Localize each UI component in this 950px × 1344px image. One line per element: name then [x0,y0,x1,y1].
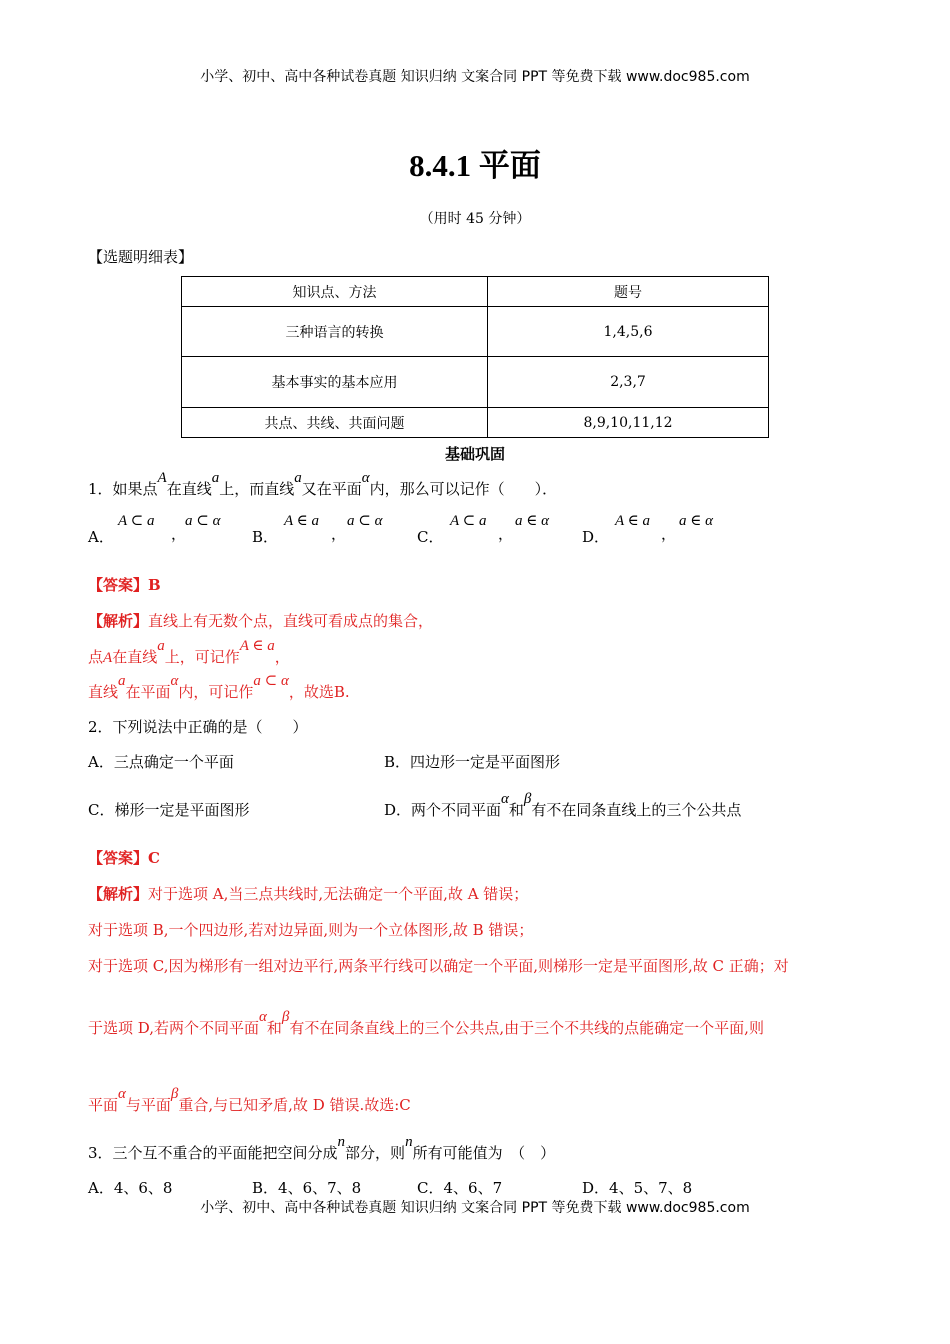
q1-var-alpha: α [361,470,370,486]
stem-text: 所有可能值为 （ ） [412,1144,556,1162]
q1-stem-text: 在直线 [166,480,212,498]
option-text: 和 [508,801,524,819]
footer-banner: 小学、初中、高中各种试卷真题 知识归纳 文案合同 PPT 等免费下载 www.doc985.com [200,1200,750,1216]
q2-analysis-line3: 对于选项 C,因为梯形有一组对边平行,两条平行线可以确定一个平面,则梯形一定是平面图形,故 C 正确；对 [88,957,789,975]
q2-analysis-line5 [88,1086,411,1115]
q1-stem [88,470,558,499]
analysis-text: 直线上有无数个点，直线可看成点的集合， [148,612,434,630]
q1-option-c [417,526,443,547]
q1-option-a-f1: A ⊂ a [118,513,155,529]
table-caption: 【选题明细表】 [88,248,194,266]
q1-option-a-f2: a ⊂ α [185,513,221,529]
var-alpha: α [118,1086,126,1102]
q1-option-sep: ， [661,525,677,543]
analysis-text: 在直线 [112,648,158,666]
option-label: B． [252,528,279,546]
q2-analysis-line1 [88,883,528,904]
q1-var-a: a [211,470,220,486]
var-alpha: α [170,673,179,689]
choice-letter: B [333,683,345,701]
q2-option-b: B．四边形一定是平面图形 [384,753,561,771]
q2-option-a: A．三点确定一个平面 [88,753,234,771]
analysis-text: 在平面 [125,683,171,701]
q1-analysis-line1 [88,610,433,631]
page-title: 8.4.1 平面 [409,148,541,183]
table-cell: 三种语言的转换 [182,307,488,357]
q1-option-sep: ， [498,525,514,543]
analysis-label: 【解析】 [88,885,149,903]
var-alpha: α [259,1009,267,1025]
q1-option-a [88,526,114,547]
q1-stem-text: 内，那么可以记作（ ）． [369,480,558,498]
q1-option-c-f2: a ∈ α [515,513,549,529]
q1-option-d-f2: a ∈ α [679,513,713,529]
analysis-text: 对于选项 A,当三点共线时,无法确定一个平面,故 A 错误； [148,885,529,903]
analysis-text: . [344,683,350,701]
stem-text: 部分，则 [345,1144,406,1162]
q1-stem-text: 1．如果点 [88,480,158,498]
analysis-text: 平面 [88,1096,119,1114]
option-label: C． [417,528,444,546]
option-text: D．两个不同平面 [384,801,502,819]
q1-option-b-f2: a ⊂ α [347,513,383,529]
q1-var-A: A [157,470,167,486]
q1-option-b-f1: A ∈ a [284,513,319,529]
var-alpha: α [501,791,509,807]
q1-option-d-f1: A ∈ a [615,513,650,529]
table-header-row [182,277,769,307]
formula: a ⊂ α [253,673,289,689]
analysis-text: 有不在同条直线上的三个公共点,由于三个不共线的点能确定一个平面,则 [289,1019,764,1037]
stem-text: 3．三个互不重合的平面能把空间分成 [88,1144,338,1162]
analysis-label: 【解析】 [88,612,149,630]
q1-option-sep: ， [331,525,347,543]
q1-stem-text: 又在平面 [301,480,362,498]
analysis-text: 与平面 [125,1096,171,1114]
analysis-text: 直线 [88,683,119,701]
table-cell: 共点、共线、共面问题 [182,408,488,438]
q2-analysis-line2: 对于选项 B,一个四边形,若对边异面,则为一个立体图形,故 B 错误； [88,921,534,939]
header-banner: 小学、初中、高中各种试卷真题 知识归纳 文案合同 PPT 等免费下载 www.doc985.com [200,69,750,85]
time-note: （用时 45 分钟） [419,211,531,227]
q3-stem [88,1134,556,1163]
analysis-text: ，故选 [288,683,334,701]
analysis-text: 重合,与已知矛盾,故 D 错误.故选:C [178,1096,411,1114]
table-row [182,408,769,438]
var-a: a [157,638,165,654]
q2-answer: 【答案】C [88,849,160,867]
q2-stem: 2．下列说法中正确的是（ ） [88,718,308,736]
var-a: a [118,673,126,689]
topic-table [181,276,769,438]
analysis-text: 上，可记作 [164,648,240,666]
table-row [182,357,769,408]
analysis-text: 内，可记作 [178,683,254,701]
var-n: n [405,1134,413,1150]
var-beta: β [170,1086,179,1102]
q1-analysis-line2 [88,638,290,667]
option-label: D． [582,528,610,546]
analysis-text: 和 [266,1019,282,1037]
analysis-text: ， [274,648,290,666]
var-A: A [103,650,113,666]
q1-option-sep: ， [171,525,187,543]
table-cell: 基本事实的基本应用 [182,357,488,408]
table-header-cell: 题号 [488,277,769,307]
analysis-text: 点 [88,648,104,666]
q3-option-d: D．4、5、7、8 [582,1179,693,1197]
option-text: 有不在同条直线上的三个公共点 [531,801,742,819]
q1-stem-text: 上，而直线 [219,480,295,498]
q3-option-a: A．4、6、8 [88,1179,173,1197]
var-beta: β [523,791,532,807]
q2-option-d [384,791,742,820]
table-header-cell: 知识点、方法 [182,277,488,307]
table-cell: 2,3,7 [488,357,769,408]
q1-answer: 【答案】B [88,576,161,594]
table-cell: 1,4,5,6 [488,307,769,357]
table-row [182,307,769,357]
option-label: A． [88,528,114,546]
table-cell: 8,9,10,11,12 [488,408,769,438]
section-heading: 基础巩固 [444,445,505,463]
formula: A ∈ a [239,638,275,654]
var-beta: β [281,1009,290,1025]
q1-option-d [582,526,609,547]
q3-option-b: B．4、6、7、8 [252,1179,362,1197]
q2-analysis-line4 [88,1009,764,1038]
q1-option-b [252,526,278,547]
q2-option-c: C．梯形一定是平面图形 [88,801,250,819]
q3-option-c: C．4、6、7 [417,1179,503,1197]
q1-analysis-line3 [88,673,350,702]
analysis-text: 于选项 D,若两个不同平面 [88,1019,260,1037]
q1-option-c-f1: A ⊂ a [450,513,487,529]
q1-var-a: a [294,470,302,486]
var-n: n [337,1134,346,1150]
